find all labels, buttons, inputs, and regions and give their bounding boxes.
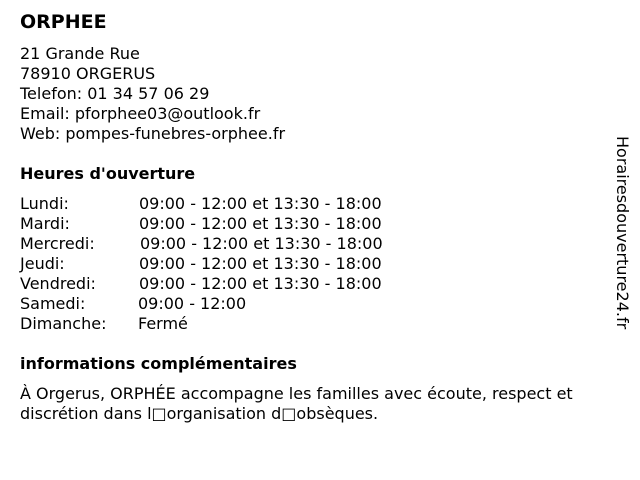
time-value: 09:00 - 12:00 et 13:30 - 18:00 xyxy=(139,194,382,213)
day-label: Mardi: xyxy=(20,214,70,233)
hours-heading: Heures d'ouverture xyxy=(20,164,196,183)
address-street: 21 Grande Rue xyxy=(20,44,140,63)
time-value: 09:00 - 12:00 et 13:30 - 18:00 xyxy=(139,274,382,293)
info-description: À Orgerus, ORPHÉE accompagne les familles avec écoute, respect et discrétion dans l□organisation d□obsèques. xyxy=(20,384,573,423)
time-value: 09:00 - 12:00 et 13:30 - 18:00 xyxy=(139,214,382,233)
email-text: Email: pforphee03@outlook.fr xyxy=(20,104,261,123)
phone-text: Telefon: 01 34 57 06 29 xyxy=(20,84,210,103)
web-text: Web: pompes-funebres-orphee.fr xyxy=(20,124,286,143)
site-watermark: Horairesdouverture24.fr xyxy=(613,136,632,330)
contact-block xyxy=(20,44,285,144)
day-label: Dimanche: xyxy=(20,314,107,333)
time-value: 09:00 - 12:00 et 13:30 - 18:00 xyxy=(139,254,382,273)
time-value: 09:00 - 12:00 xyxy=(138,294,247,313)
day-label: Mercredi: xyxy=(20,234,95,253)
address-city: 78910 ORGERUS xyxy=(20,64,156,83)
day-label: Samedi: xyxy=(20,294,86,313)
time-value: 09:00 - 12:00 et 13:30 - 18:00 xyxy=(140,234,383,253)
day-label: Jeudi: xyxy=(20,254,65,273)
day-label: Lundi: xyxy=(20,194,69,213)
time-value: Fermé xyxy=(138,314,188,333)
info-heading: informations complémentaires xyxy=(20,354,297,373)
day-label: Vendredi: xyxy=(20,274,96,293)
business-name: ORPHEE xyxy=(20,11,107,33)
